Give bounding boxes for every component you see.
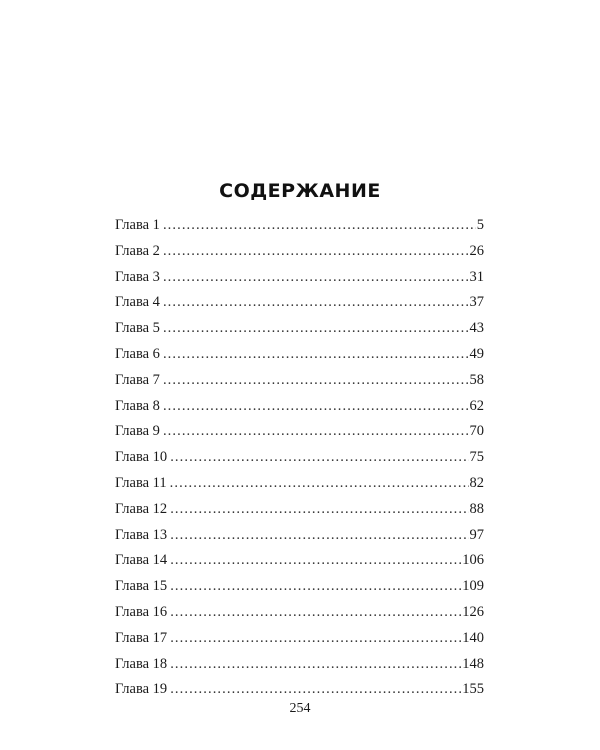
toc-entry-page: 70 xyxy=(469,423,484,440)
toc-dot-leader xyxy=(170,471,469,497)
toc-entry-page: 126 xyxy=(462,603,484,620)
toc-entry-label: Глава 3 xyxy=(115,268,160,285)
toc-entry xyxy=(115,548,484,574)
toc-entry-label: Глава 19 xyxy=(115,681,168,698)
toc-dot-leader xyxy=(163,290,469,316)
toc-dot-leader xyxy=(170,677,461,703)
toc-dot-leader xyxy=(170,523,468,549)
toc-entry xyxy=(115,471,484,497)
toc-entry-label: Глава 11 xyxy=(115,474,167,491)
toc-entry-label: Глава 8 xyxy=(115,397,160,414)
toc-dot-leader xyxy=(170,600,461,626)
toc-entry-page: 62 xyxy=(469,397,484,414)
toc-entry-page: 88 xyxy=(469,500,484,517)
toc-entry-page: 75 xyxy=(469,449,484,466)
toc-entry xyxy=(115,368,484,394)
toc-entry-page: 43 xyxy=(469,320,484,337)
toc-entry xyxy=(115,626,484,652)
toc-entry xyxy=(115,523,484,549)
toc-entry-page: 148 xyxy=(462,655,484,672)
toc-title: СОДЕРЖАНИЕ xyxy=(219,180,381,202)
toc-dot-leader xyxy=(170,626,461,652)
toc-entry-page: 106 xyxy=(462,552,484,569)
toc-entry-label: Глава 12 xyxy=(115,500,168,517)
toc-entry-page: 58 xyxy=(469,371,484,388)
toc-dot-leader xyxy=(170,548,461,574)
toc-entry-label: Глава 4 xyxy=(115,294,160,311)
toc-entry-label: Глава 9 xyxy=(115,423,160,440)
toc-dot-leader xyxy=(170,574,461,600)
toc-entry-page: 140 xyxy=(462,629,484,646)
toc-entry-label: Глава 17 xyxy=(115,629,168,646)
toc-entry xyxy=(115,677,484,703)
toc-entry xyxy=(115,419,484,445)
toc-entry xyxy=(115,600,484,626)
toc-entry-page: 155 xyxy=(462,681,484,698)
toc-entry-page: 109 xyxy=(462,578,484,595)
page-number: 254 xyxy=(289,701,311,716)
toc-dot-leader xyxy=(170,497,468,523)
toc-entry-page: 82 xyxy=(469,474,484,491)
toc-entry-page: 97 xyxy=(469,526,484,543)
toc-entry xyxy=(115,394,484,420)
toc-entry xyxy=(115,239,484,265)
toc-entry xyxy=(115,290,484,316)
toc-entry-label: Глава 1 xyxy=(115,217,160,233)
toc-dot-leader xyxy=(170,652,461,678)
toc-entry-label: Глава 10 xyxy=(115,449,168,466)
toc-list xyxy=(115,213,484,703)
toc-entry xyxy=(115,652,484,678)
toc-dot-leader xyxy=(163,265,469,291)
toc-entry xyxy=(115,574,484,600)
toc-entry-page: 26 xyxy=(469,242,484,259)
toc-entry-label: Глава 16 xyxy=(115,603,168,620)
toc-entry-page: 5 xyxy=(476,217,484,233)
toc-dot-leader xyxy=(163,213,476,239)
toc-entry xyxy=(115,316,484,342)
toc-dot-leader xyxy=(163,239,469,265)
toc-dot-leader xyxy=(170,445,468,471)
toc-entry xyxy=(115,497,484,523)
toc-entry xyxy=(115,265,484,291)
toc-entry-label: Глава 13 xyxy=(115,526,168,543)
toc-dot-leader xyxy=(163,394,469,420)
toc-entry-label: Глава 5 xyxy=(115,320,160,337)
toc-entry-label: Глава 7 xyxy=(115,371,160,388)
toc-dot-leader xyxy=(163,342,469,368)
toc-dot-leader xyxy=(163,316,469,342)
toc-entry-label: Глава 15 xyxy=(115,578,168,595)
toc-dot-leader xyxy=(163,419,469,445)
toc-entry xyxy=(115,213,484,239)
toc-entry-label: Глава 6 xyxy=(115,345,160,362)
toc-entry-page: 37 xyxy=(469,294,484,311)
toc-entry xyxy=(115,342,484,368)
toc-entry-label: Глава 18 xyxy=(115,655,168,672)
toc-entry-page: 31 xyxy=(469,268,484,285)
toc-entry-label: Глава 14 xyxy=(115,552,168,569)
toc-dot-leader xyxy=(163,368,469,394)
toc-entry xyxy=(115,445,484,471)
toc-entry-label: Глава 2 xyxy=(115,242,160,259)
toc-entry-page: 49 xyxy=(469,345,484,362)
